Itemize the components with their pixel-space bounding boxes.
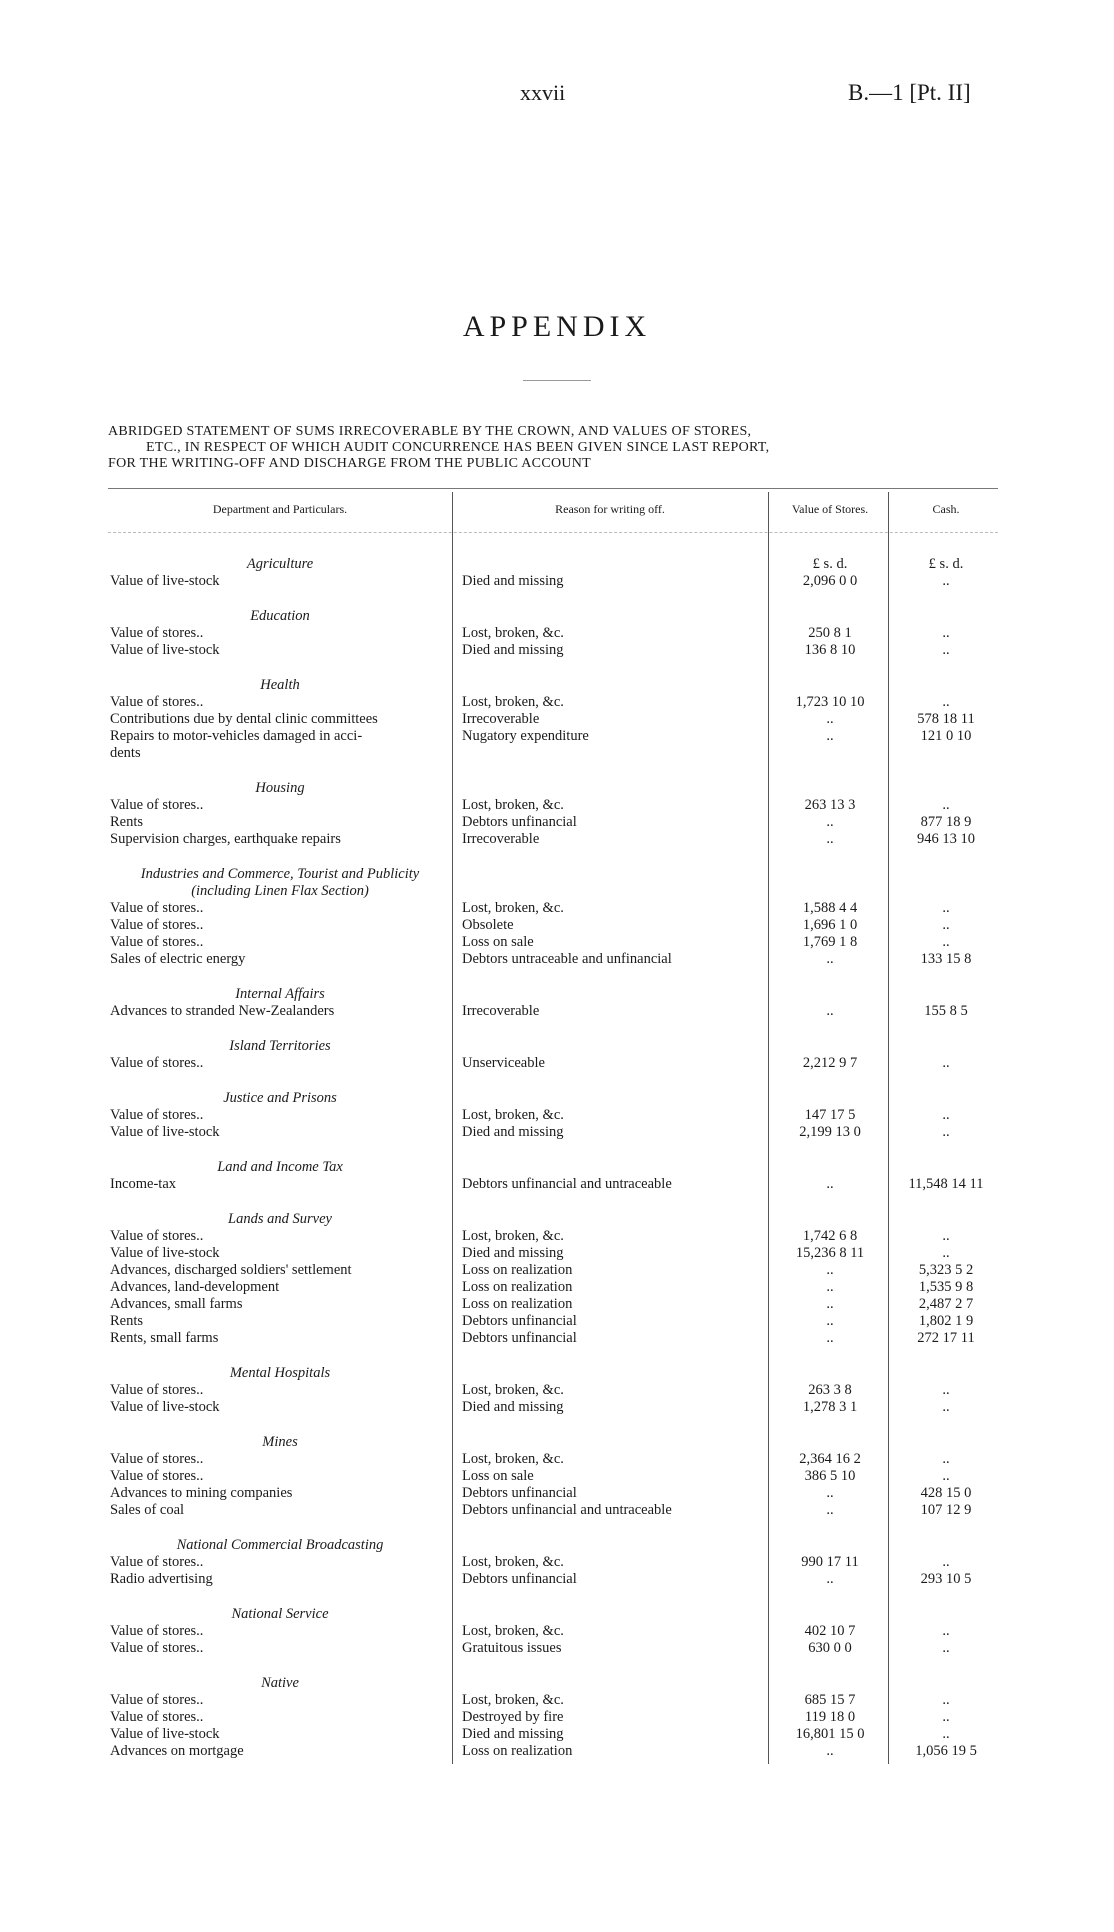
row-stores-value: 15,236 8 11 bbox=[795, 1245, 865, 1261]
row-cash-value: 877 18 9 bbox=[920, 814, 972, 830]
row-stores-value: .. bbox=[826, 1743, 834, 1759]
row-cash-value: 428 15 0 bbox=[920, 1485, 972, 1501]
row-reason: Nugatory expenditure bbox=[462, 728, 589, 744]
row-cash-value: 272 17 11 bbox=[917, 1330, 975, 1346]
row-particular: Income-tax bbox=[110, 1176, 177, 1192]
row-reason: Debtors unfinancial bbox=[462, 1485, 577, 1501]
row-stores-value: 2,212 9 7 bbox=[802, 1055, 858, 1071]
row-stores-value: 1,723 10 10 bbox=[795, 694, 865, 710]
row-stores-value: .. bbox=[826, 1330, 834, 1346]
table-row bbox=[0, 642, 1114, 659]
row-stores-value: 16,801 15 0 bbox=[795, 1726, 865, 1742]
row-reason: Died and missing bbox=[462, 1245, 564, 1261]
page-number: xxvii bbox=[520, 80, 566, 105]
table-row bbox=[0, 1124, 1114, 1141]
table-row bbox=[0, 1107, 1114, 1124]
row-reason: Died and missing bbox=[462, 573, 564, 589]
row-cash-value: .. bbox=[942, 1554, 950, 1570]
row-cash-value: 578 18 11 bbox=[917, 711, 975, 727]
row-reason: Died and missing bbox=[462, 1726, 564, 1742]
table-top-rule bbox=[108, 488, 998, 489]
row-stores-value: 402 10 7 bbox=[804, 1623, 856, 1639]
subtitle-line-1: ABRIDGED STATEMENT OF SUMS IRRECOVERABLE BY THE CROWN, AND VALUES OF STORES, bbox=[108, 424, 752, 439]
section-heading: Land and Income Tax bbox=[217, 1159, 343, 1175]
row-stores-value: .. bbox=[826, 1176, 834, 1192]
row-cash-value: .. bbox=[942, 1228, 950, 1244]
row-cash-value: 1,535 9 8 bbox=[918, 1279, 974, 1295]
row-particular: Value of stores.. bbox=[110, 1451, 204, 1467]
row-cash-value: .. bbox=[942, 1623, 950, 1639]
row-stores-value: 1,742 6 8 bbox=[802, 1228, 858, 1244]
table-row bbox=[0, 1228, 1114, 1245]
row-particular: Value of live-stock bbox=[110, 1245, 220, 1261]
table-row bbox=[0, 694, 1114, 711]
row-reason: Lost, broken, &c. bbox=[462, 1107, 564, 1123]
row-cash-value: .. bbox=[942, 694, 950, 710]
row-cash-value: .. bbox=[942, 625, 950, 641]
row-particular: Rents bbox=[110, 1313, 144, 1329]
row-cash-value: .. bbox=[942, 1709, 950, 1725]
table-row bbox=[0, 1176, 1114, 1193]
row-stores-value: 2,199 13 0 bbox=[799, 1124, 861, 1140]
section-heading: National Service bbox=[231, 1606, 329, 1622]
row-stores-value: .. bbox=[826, 814, 834, 830]
stores-units: £ s. d. bbox=[812, 556, 848, 572]
row-reason: Lost, broken, &c. bbox=[462, 1623, 564, 1639]
row-reason: Unserviceable bbox=[462, 1055, 545, 1071]
table-row bbox=[0, 1399, 1114, 1416]
row-cash-value: 5,323 5 2 bbox=[918, 1262, 974, 1278]
row-cash-value: .. bbox=[942, 1382, 950, 1398]
table-row bbox=[0, 1640, 1114, 1657]
section-heading: Island Territories bbox=[229, 1038, 331, 1054]
section-heading: Justice and Prisons bbox=[223, 1090, 337, 1106]
section-heading: National Commercial Broadcasting bbox=[176, 1537, 384, 1553]
table-row bbox=[0, 573, 1114, 590]
row-reason: Loss on sale bbox=[462, 934, 534, 950]
table-row bbox=[0, 1485, 1114, 1502]
row-reason: Died and missing bbox=[462, 1399, 564, 1415]
row-stores-value: .. bbox=[826, 1003, 834, 1019]
table-row bbox=[0, 1313, 1114, 1330]
row-stores-value: .. bbox=[826, 831, 834, 847]
row-stores-value: 990 17 11 bbox=[801, 1554, 859, 1570]
row-particular: Value of stores.. bbox=[110, 1228, 204, 1244]
row-cash-value: .. bbox=[942, 1124, 950, 1140]
column-header-stores: Value of Stores. bbox=[791, 502, 869, 516]
row-reason: Lost, broken, &c. bbox=[462, 1382, 564, 1398]
row-reason: Lost, broken, &c. bbox=[462, 625, 564, 641]
row-stores-value: 1,769 1 8 bbox=[802, 934, 858, 950]
row-cash-value: 121 0 10 bbox=[920, 728, 972, 744]
row-reason: Debtors unfinancial bbox=[462, 1330, 577, 1346]
row-particular: Value of stores.. bbox=[110, 797, 204, 813]
table-row bbox=[0, 728, 1114, 745]
row-cash-value: 293 10 5 bbox=[920, 1571, 972, 1587]
row-reason: Loss on sale bbox=[462, 1468, 534, 1484]
subtitle-line-3: FOR THE WRITING-OFF AND DISCHARGE FROM THE PUBLIC ACCOUNT bbox=[108, 456, 592, 471]
table-row bbox=[0, 711, 1114, 728]
row-particular: Rents, small farms bbox=[110, 1330, 219, 1346]
table-row bbox=[0, 831, 1114, 848]
table-row bbox=[0, 934, 1114, 951]
row-stores-value: 630 0 0 bbox=[808, 1640, 852, 1656]
row-particular: Value of stores.. bbox=[110, 934, 204, 950]
row-particular: Radio advertising bbox=[110, 1571, 213, 1587]
table-row bbox=[0, 814, 1114, 831]
title-divider bbox=[523, 380, 591, 381]
row-cash-value: .. bbox=[942, 1692, 950, 1708]
section-heading: Native bbox=[261, 1675, 299, 1691]
row-particular: Value of live-stock bbox=[110, 1726, 220, 1742]
table-row bbox=[0, 1743, 1114, 1760]
row-cash-value: .. bbox=[942, 797, 950, 813]
table-row bbox=[0, 745, 1114, 762]
row-particular: Value of live-stock bbox=[110, 573, 220, 589]
row-reason: Debtors unfinancial bbox=[462, 814, 577, 830]
table-row bbox=[0, 900, 1114, 917]
row-reason: Lost, broken, &c. bbox=[462, 694, 564, 710]
column-header-reason: Reason for writing off. bbox=[555, 502, 665, 516]
subtitle-line-2: ETC., IN RESPECT OF WHICH AUDIT CONCURRENCE HAS BEEN GIVEN SINCE LAST REPORT, bbox=[146, 440, 770, 455]
row-particular: Value of stores.. bbox=[110, 1692, 204, 1708]
units-row bbox=[0, 556, 1114, 573]
row-reason: Debtors untraceable and unfinancial bbox=[462, 951, 672, 967]
row-reason: Loss on realization bbox=[462, 1296, 573, 1312]
row-cash-value: .. bbox=[942, 1451, 950, 1467]
section-heading: Housing bbox=[255, 780, 305, 796]
row-cash-value: .. bbox=[942, 1399, 950, 1415]
row-cash-value: .. bbox=[942, 642, 950, 658]
row-particular: Repairs to motor-vehicles damaged in acci- bbox=[110, 728, 363, 744]
row-cash-value: .. bbox=[942, 917, 950, 933]
row-cash-value: 2,487 2 7 bbox=[918, 1296, 974, 1312]
section-heading: Industries and Commerce, Tourist and Publicity bbox=[140, 866, 420, 882]
table-row bbox=[0, 951, 1114, 968]
column-header-cash: Cash. bbox=[932, 502, 960, 516]
row-cash-value: 107 12 9 bbox=[920, 1502, 972, 1518]
row-cash-value: 155 8 5 bbox=[924, 1003, 968, 1019]
row-stores-value: 263 3 8 bbox=[808, 1382, 852, 1398]
row-particular: Advances on mortgage bbox=[110, 1743, 244, 1759]
column-header-department: Department and Particulars. bbox=[212, 502, 348, 516]
table-row bbox=[0, 1003, 1114, 1020]
row-stores-value: .. bbox=[826, 1502, 834, 1518]
row-cash-value: .. bbox=[942, 934, 950, 950]
section-heading: Health bbox=[260, 677, 300, 693]
table-row bbox=[0, 1451, 1114, 1468]
row-reason: Loss on realization bbox=[462, 1262, 573, 1278]
row-stores-value: 2,096 0 0 bbox=[802, 573, 858, 589]
section-heading: Lands and Survey bbox=[228, 1211, 332, 1227]
row-reason: Died and missing bbox=[462, 1124, 564, 1140]
row-particular: Value of stores.. bbox=[110, 1640, 204, 1656]
section-heading: Agriculture bbox=[246, 556, 314, 572]
table-row bbox=[0, 1571, 1114, 1588]
row-reason: Debtors unfinancial bbox=[462, 1313, 577, 1329]
table-row bbox=[0, 1330, 1114, 1347]
row-reason: Debtors unfinancial and untraceable bbox=[462, 1502, 672, 1518]
row-particular: Value of stores.. bbox=[110, 1055, 204, 1071]
row-particular: Sales of coal bbox=[110, 1502, 185, 1518]
row-particular: Advances to mining companies bbox=[110, 1485, 293, 1501]
row-cash-value: .. bbox=[942, 573, 950, 589]
row-particular: dents bbox=[110, 745, 141, 761]
table-row bbox=[0, 1554, 1114, 1571]
row-reason: Gratuitous issues bbox=[462, 1640, 562, 1656]
row-particular: Sales of electric energy bbox=[110, 951, 246, 967]
row-particular: Value of stores.. bbox=[110, 900, 204, 916]
row-reason: Debtors unfinancial bbox=[462, 1571, 577, 1587]
table-row bbox=[0, 1382, 1114, 1399]
row-stores-value: 1,696 1 0 bbox=[802, 917, 858, 933]
row-cash-value: .. bbox=[942, 1245, 950, 1261]
page-title: APPENDIX bbox=[462, 310, 652, 343]
section-heading: Mental Hospitals bbox=[229, 1365, 331, 1381]
row-stores-value: 147 17 5 bbox=[804, 1107, 856, 1123]
section-heading: Education bbox=[250, 608, 310, 624]
row-reason: Irrecoverable bbox=[462, 1003, 540, 1019]
row-reason: Lost, broken, &c. bbox=[462, 797, 564, 813]
row-cash-value: .. bbox=[942, 1107, 950, 1123]
table-row bbox=[0, 1726, 1114, 1743]
row-cash-value: .. bbox=[942, 1726, 950, 1742]
row-stores-value: .. bbox=[826, 1279, 834, 1295]
row-cash-value: 11,548 14 11 bbox=[908, 1176, 984, 1192]
row-stores-value: .. bbox=[826, 1262, 834, 1278]
row-reason: Irrecoverable bbox=[462, 831, 540, 847]
row-particular: Value of stores.. bbox=[110, 694, 204, 710]
table-row bbox=[0, 917, 1114, 934]
row-particular: Value of live-stock bbox=[110, 1124, 220, 1140]
row-stores-value: 263 13 3 bbox=[804, 797, 856, 813]
table-row bbox=[0, 1055, 1114, 1072]
table-row bbox=[0, 1468, 1114, 1485]
row-cash-value: .. bbox=[942, 1468, 950, 1484]
row-reason: Loss on realization bbox=[462, 1279, 573, 1295]
row-stores-value: .. bbox=[826, 711, 834, 727]
document-reference: B.—1 [Pt. II] bbox=[848, 80, 971, 105]
row-cash-value: .. bbox=[942, 900, 950, 916]
table-row bbox=[0, 1692, 1114, 1709]
section-heading: Mines bbox=[262, 1434, 298, 1450]
table-row bbox=[0, 1245, 1114, 1262]
row-stores-value: 250 8 1 bbox=[808, 625, 852, 641]
row-reason: Debtors unfinancial and untraceable bbox=[462, 1176, 672, 1192]
row-cash-value: 1,056 19 5 bbox=[915, 1743, 977, 1759]
row-cash-value: 1,802 1 9 bbox=[918, 1313, 974, 1329]
table-row bbox=[0, 1709, 1114, 1726]
table-row bbox=[0, 1296, 1114, 1313]
row-particular: Value of live-stock bbox=[110, 1399, 220, 1415]
row-particular: Supervision charges, earthquake repairs bbox=[110, 831, 341, 847]
row-particular: Value of stores.. bbox=[110, 1382, 204, 1398]
header-rule bbox=[108, 532, 998, 533]
row-stores-value: .. bbox=[826, 1296, 834, 1312]
section-heading-sub: (including Linen Flax Section) bbox=[191, 883, 369, 899]
table-row bbox=[0, 797, 1114, 814]
row-stores-value: 1,588 4 4 bbox=[802, 900, 858, 916]
row-stores-value: .. bbox=[826, 1313, 834, 1329]
row-stores-value: 2,364 16 2 bbox=[799, 1451, 861, 1467]
row-cash-value: .. bbox=[942, 1640, 950, 1656]
row-particular: Contributions due by dental clinic committees bbox=[110, 711, 378, 727]
row-reason: Lost, broken, &c. bbox=[462, 1692, 564, 1708]
row-reason: Loss on realization bbox=[462, 1743, 573, 1759]
row-stores-value: .. bbox=[826, 1485, 834, 1501]
row-reason: Lost, broken, &c. bbox=[462, 1554, 564, 1570]
row-particular: Value of stores.. bbox=[110, 1554, 204, 1570]
row-cash-value: 133 15 8 bbox=[920, 951, 972, 967]
row-stores-value: 685 15 7 bbox=[804, 1692, 856, 1708]
row-stores-value: 136 8 10 bbox=[804, 642, 856, 658]
row-particular: Advances, land-development bbox=[110, 1279, 280, 1295]
row-particular: Value of stores.. bbox=[110, 1107, 204, 1123]
row-particular: Advances to stranded New-Zealanders bbox=[110, 1003, 335, 1019]
row-stores-value: 1,278 3 1 bbox=[802, 1399, 858, 1415]
row-particular: Value of stores.. bbox=[110, 1468, 204, 1484]
row-particular: Rents bbox=[110, 814, 144, 830]
row-reason: Lost, broken, &c. bbox=[462, 1451, 564, 1467]
row-particular: Value of stores.. bbox=[110, 917, 204, 933]
row-reason: Destroyed by fire bbox=[462, 1709, 564, 1725]
row-reason: Lost, broken, &c. bbox=[462, 1228, 564, 1244]
cash-units: £ s. d. bbox=[928, 556, 964, 572]
row-stores-value: .. bbox=[826, 951, 834, 967]
row-particular: Value of live-stock bbox=[110, 642, 220, 658]
row-reason: Lost, broken, &c. bbox=[462, 900, 564, 916]
row-particular: Advances, discharged soldiers' settlement bbox=[110, 1262, 352, 1278]
row-cash-value: 946 13 10 bbox=[917, 831, 975, 847]
row-reason: Died and missing bbox=[462, 642, 564, 658]
table-row bbox=[0, 1279, 1114, 1296]
row-particular: Value of stores.. bbox=[110, 1623, 204, 1639]
table-row bbox=[0, 1623, 1114, 1640]
statement-subtitle bbox=[108, 424, 1003, 472]
table-row bbox=[0, 1502, 1114, 1519]
row-cash-value: .. bbox=[942, 1055, 950, 1071]
row-stores-value: 119 18 0 bbox=[804, 1709, 856, 1725]
row-stores-value: .. bbox=[826, 1571, 834, 1587]
row-particular: Value of stores.. bbox=[110, 1709, 204, 1725]
row-reason: Irrecoverable bbox=[462, 711, 540, 727]
row-particular: Advances, small farms bbox=[110, 1296, 243, 1312]
table-row bbox=[0, 625, 1114, 642]
row-particular: Value of stores.. bbox=[110, 625, 204, 641]
row-stores-value: .. bbox=[826, 728, 834, 744]
row-reason: Obsolete bbox=[462, 917, 514, 933]
row-stores-value: 386 5 10 bbox=[804, 1468, 856, 1484]
section-heading: Internal Affairs bbox=[235, 986, 325, 1002]
table-row bbox=[0, 1262, 1114, 1279]
